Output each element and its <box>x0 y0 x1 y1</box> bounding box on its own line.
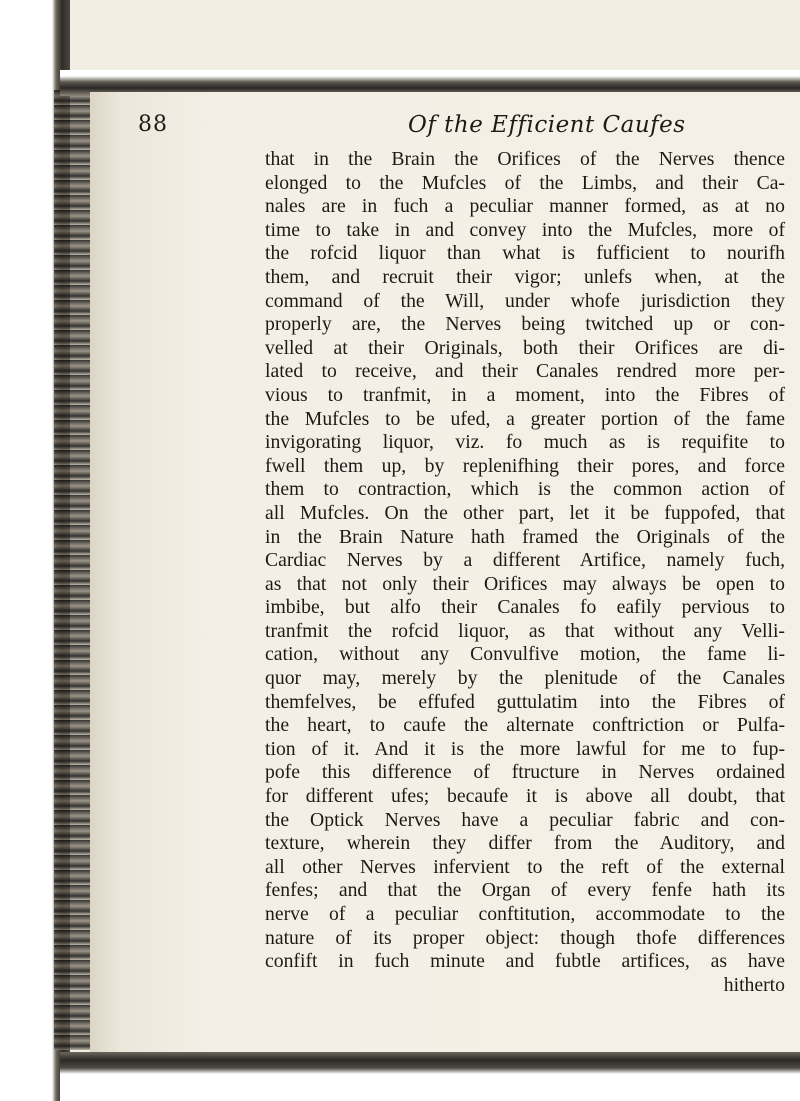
text-line: nerve of a peculiar conftitution, accommodate to the <box>265 903 785 925</box>
text-line: quor may, merely by the plenitude of the Canales <box>265 667 785 690</box>
text-line: them, and recruit their vigor; unlefs when, at the <box>265 265 785 288</box>
text-line: all other Nerves infervient to the reft of the external <box>265 855 785 878</box>
text-line: time to take in and convey into the Mufcles, more of <box>265 218 785 241</box>
text-line: vious to tranfmit, in a moment, into the Fibres of <box>265 383 785 406</box>
text-line: lated to receive, and their Canales rendred more per- <box>265 360 785 383</box>
text-line: imbibe, but alfo their Canales fo eafily pervious to <box>265 596 785 619</box>
text-line: the heart, to caufe the alternate conftriction or Pulfa- <box>265 714 785 737</box>
catchword: hitherto <box>723 973 785 996</box>
text-line: nales are in fuch a peculiar manner formed, as at no <box>265 195 785 218</box>
text-line: that in the Brain the Orifices of the Nerves thence <box>265 148 785 170</box>
page-number: 88 <box>138 112 168 137</box>
text-line: velled at their Originals, both their Orifices are di- <box>265 336 785 359</box>
book-spine <box>54 90 90 1050</box>
text-line: nature of its proper object: though thofe differences <box>265 926 785 949</box>
text-line: tion of it. And it is the more lawful for me to fup- <box>265 737 785 760</box>
text-line: the rofcid liquor than what is fufficient to nourifh <box>265 242 785 265</box>
body-text <box>265 148 785 997</box>
text-line: them to contraction, which is the common action of <box>265 478 785 501</box>
text-line: pofe this difference of ftructure in Nerves ordained <box>265 761 785 784</box>
text-line: texture, wherein they differ from the Auditory, and <box>265 832 785 855</box>
text-line: invigorating liquor, viz. fo much as is requifite to <box>265 431 785 454</box>
running-head: Of the Efficient Caufes <box>408 112 686 138</box>
text-line: the Optick Nerves have a peculiar fabric and con- <box>265 808 785 831</box>
text-line: in the Brain Nature hath framed the Originals of the <box>265 525 785 548</box>
text-line: Cardiac Nerves by a different Artifice, namely fuch, <box>265 549 785 572</box>
text-line: fenfes; and that the Organ of every fenfe hath its <box>265 879 785 902</box>
text-line: elonged to the Mufcles of the Limbs, and their Ca- <box>265 171 785 194</box>
text-line: properly are, the Nerves being twitched up or con- <box>265 313 785 336</box>
text-line: tranfmit the rofcid liquor, as that without any Velli- <box>265 619 785 642</box>
text-line: command of the Will, under whofe jurisdiction they <box>265 289 785 312</box>
text-line: confift in fuch minute and fubtle artifices, as have <box>265 950 785 973</box>
text-line: themfelves, be effufed guttulatim into the Fibres of <box>265 690 785 713</box>
text-line: cation, without any Convulfive motion, the fame li- <box>265 643 785 666</box>
book-edge-bottom <box>60 1052 800 1101</box>
text-line: for different ufes; becaufe it is above all doubt, that <box>265 785 785 808</box>
page-header <box>138 112 778 152</box>
text-line: fwell them up, by replenifhing their pores, and force <box>265 454 785 477</box>
text-line: as that not only their Orifices may always be open to <box>265 572 785 595</box>
text-line: the Mufcles to be ufed, a greater portion of the fame <box>265 407 785 430</box>
text-line: all Mufcles. On the other part, let it be fuppofed, that <box>265 501 785 524</box>
